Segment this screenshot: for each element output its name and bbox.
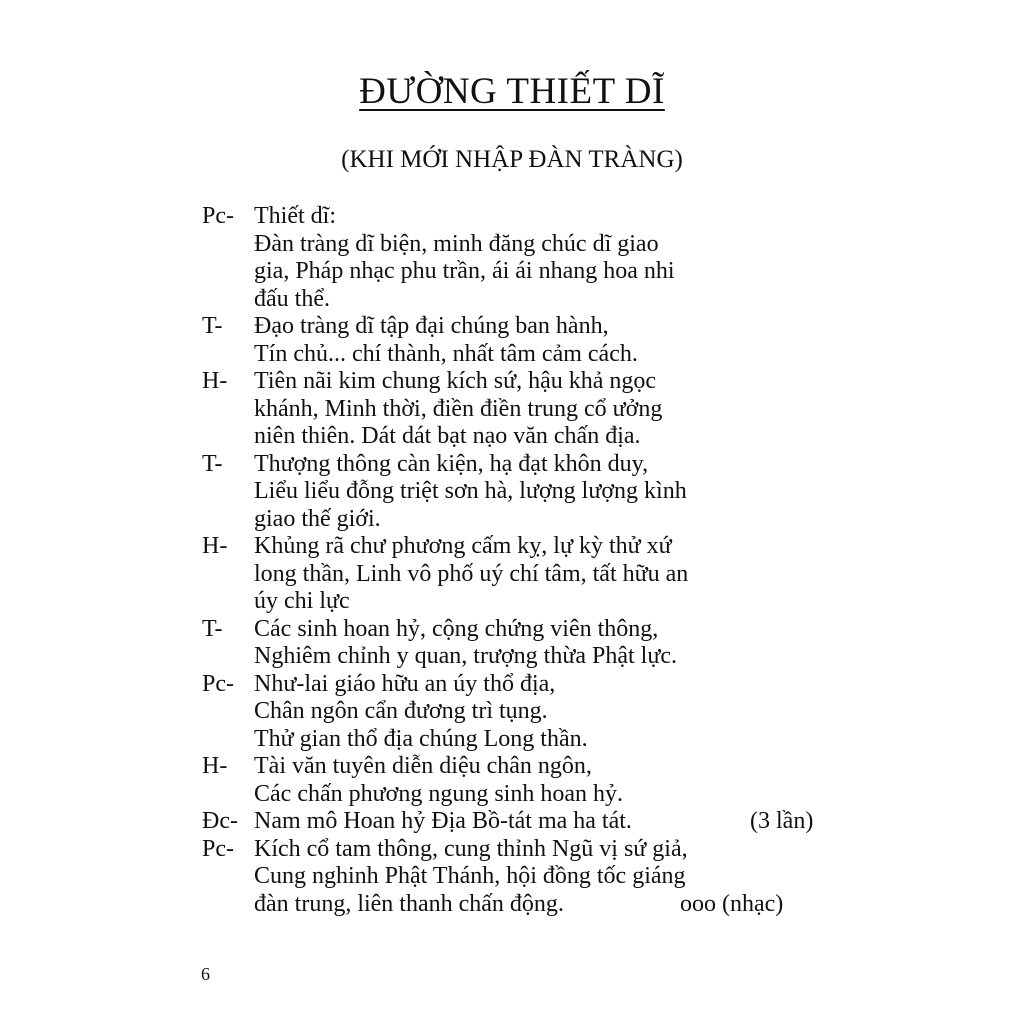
verse-line [254,808,842,836]
verse-line: long thần, Linh vô phố uý chí tâm, tất hữu an [254,560,689,587]
verse-line: Đạo tràng dĩ tập đại chúng ban hành, [254,313,609,339]
page-number: 6 [201,964,210,984]
music-note: ooo (nhạc) [680,890,784,917]
speaker-label: H- [202,368,228,394]
stanza [202,368,842,451]
verse-line: Tín chủ... chí thành, nhất tâm cảm cách. [254,340,638,367]
verse-line: úy chi lực [254,588,350,614]
stanza [202,671,842,754]
verse-line: Như-lai giáo hữu an úy thổ địa, [254,670,556,697]
verse-line: Tiên nãi kim chung kích sứ, hậu khả ngọc [254,368,657,394]
verse-line: Nghiêm chỉnh y quan, trượng thừa Phật lực. [254,643,677,669]
speaker-label: T- [202,313,223,339]
verse-text: đàn trung, liên thanh chấn động. [254,890,564,917]
speaker-label: Đc- [202,808,238,834]
speaker-label: Pc- [202,203,234,229]
verse-line: giao thế giới. [254,505,381,532]
verse-line: Cung nghinh Phật Thánh, hội đồng tốc giáng [254,863,686,889]
verse-line: Khủng rã chư phương cấm kỵ, lự kỳ thử xứ [254,533,672,559]
verse-line: Chân ngôn cẩn đương trì tụng. [254,698,548,724]
stanza [202,533,842,616]
speaker-label: Pc- [202,670,234,697]
verse-line: Thử gian thổ địa chúng Long thần. [254,725,588,752]
speaker-label: Pc- [202,835,234,862]
speaker-label: T- [202,450,223,477]
verse-line: Các chấn phương ngung sinh hoan hỷ. [254,780,623,807]
verse-line [254,891,842,919]
stanza [202,836,842,919]
page-title: ĐƯỜNG THIẾT DĨ [359,71,665,112]
speaker-label: T- [202,615,223,642]
verse-line: niên thiên. Dát dát bạt nạo văn chấn địa. [254,423,641,449]
verse-line: Đàn tràng dĩ biện, minh đăng chúc dĩ giao [254,230,659,257]
verse-line: Tài văn tuyên diễn diệu chân ngôn, [254,753,592,779]
repeat-note: (3 lần) [750,808,814,834]
stanza [202,313,842,368]
verse-line: khánh, Minh thời, điền điền trung cổ ưởng [254,395,663,422]
verse-line: gia, Pháp nhạc phu trần, ái ái nhang hoa nhi [254,258,675,284]
stanza [202,616,842,671]
stanza [202,808,842,836]
stanza [202,753,842,808]
verse-line: Liểu liểu đỗng triệt sơn hà, lượng lượng kình [254,478,687,504]
speaker-label: H- [202,533,228,559]
verse-line: Kích cổ tam thông, cung thỉnh Ngũ vị sứ giả, [254,835,688,862]
speaker-label: H- [202,753,228,779]
stanza [202,203,842,313]
verse-line: Thượng thông càn kiện, hạ đạt khôn duy, [254,450,649,477]
stanza [202,451,842,534]
verse-line: đấu thể. [254,285,330,312]
verse-line: Thiết dĩ: [254,203,336,229]
verse-list [202,203,842,918]
verse-line: Các sinh hoan hỷ, cộng chứng viên thông, [254,615,659,642]
verse-text: Nam mô Hoan hỷ Địa Bồ-tát ma ha tát. [254,808,632,834]
page-subtitle: (KHI MỚI NHẬP ĐÀN TRÀNG) [341,146,683,173]
